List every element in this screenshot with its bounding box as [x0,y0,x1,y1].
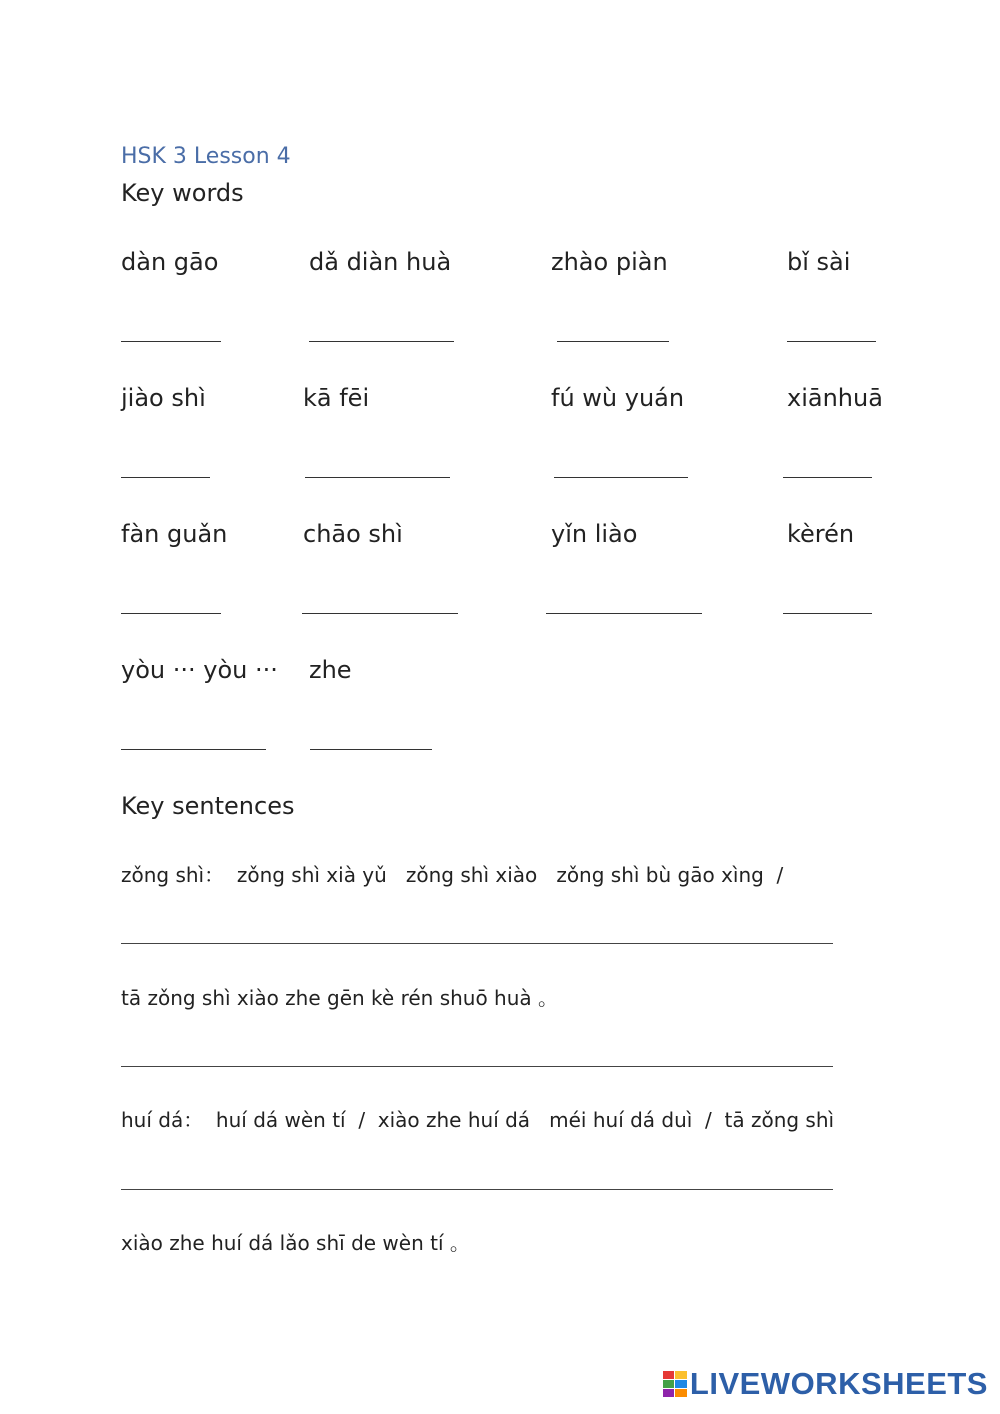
answer-blank[interactable] [310,749,432,750]
liveworksheets-logo [663,1364,988,1404]
key-word: jiào shì [121,384,206,412]
logo-square [663,1380,675,1388]
answer-blank[interactable] [783,477,872,478]
key-word: fú wù yuán [551,384,685,412]
answer-blank[interactable] [309,341,454,342]
answer-blank[interactable] [121,613,221,614]
answer-blank[interactable] [121,477,210,478]
logo-square [663,1389,675,1397]
logo-square [675,1371,687,1379]
key-sentences-heading: Key sentences [121,792,295,820]
sentence-answer-line[interactable] [121,1189,833,1190]
key-word: dàn gāo [121,248,219,276]
key-word: xiānhuā [787,384,883,412]
answer-blank[interactable] [302,613,458,614]
key-word: chāo shì [303,520,403,548]
liveworksheets-logo-icon [663,1371,687,1397]
answer-blank[interactable] [554,477,688,478]
lesson-title: HSK 3 Lesson 4 [121,144,291,169]
key-word: bǐ sài [787,248,851,276]
liveworksheets-logo-text: LIVEWORKSHEETS [689,1366,988,1401]
answer-blank[interactable] [121,749,266,750]
key-word: yǐn liào [551,520,638,548]
answer-blank[interactable] [546,613,702,614]
answer-blank[interactable] [121,341,221,342]
key-word: zhe [309,656,352,684]
key-word: dǎ diàn huà [309,248,452,276]
sentence-prompt: zǒng shì： zǒng shì xià yǔ zǒng shì xiào zǒng shì bù gāo xìng / [121,863,784,887]
key-word: kā fēi [303,384,370,412]
logo-square [675,1380,687,1388]
logo-square [675,1389,687,1397]
sentence-prompt: tā zǒng shì xiào zhe gēn kè rén shuō huà 。 [121,986,559,1010]
key-words-heading: Key words [121,179,244,207]
sentence-prompt: xiào zhe huí dá lǎo shī de wèn tí 。 [121,1231,470,1255]
key-word: fàn guǎn [121,520,228,548]
answer-blank[interactable] [783,613,872,614]
sentence-answer-line[interactable] [121,943,833,944]
sentence-prompt: huí dá： huí dá wèn tí / xiào zhe huí dá méi huí dá duì / tā zǒng shì [121,1108,835,1132]
answer-blank[interactable] [305,477,450,478]
key-word: kèrén [787,520,855,548]
sentence-answer-line[interactable] [121,1066,833,1067]
key-word: yòu ··· yòu ··· [121,656,278,684]
answer-blank[interactable] [557,341,669,342]
logo-square [663,1371,675,1379]
answer-blank[interactable] [787,341,876,342]
key-word: zhào piàn [551,248,668,276]
